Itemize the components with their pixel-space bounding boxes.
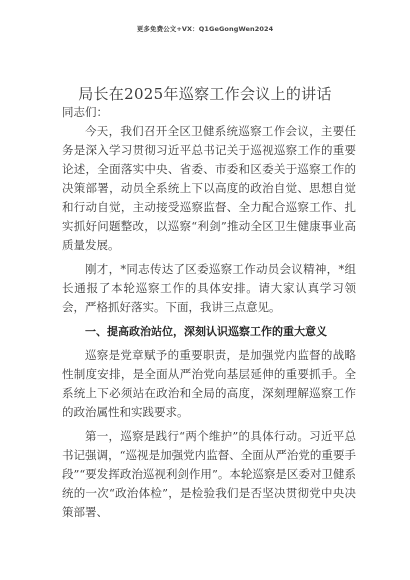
paragraph-section1-1: 巡察是党章赋予的重要职责，是加强党内监督的战略性制度安排，是全面从严治党向基层延伸的重要抓手。全系统上下必须站在政治和全局的高度，深刻理解巡察工作的政治属性和实践要求。 <box>62 348 356 419</box>
salutation: 同志们： <box>62 105 108 119</box>
section-heading-1: 一、提高政治站位，深刻认识巡察工作的重大意义 <box>85 325 327 338</box>
paragraph-intro: 刚才，*同志传达了区委巡察工作动员会议精神，*组长通报了本轮巡察工作的具体安排。请大家认真学习领会，严格抓好落实。下面，我讲三点意见。 <box>62 262 356 314</box>
document-title: 局长在2025年巡察工作会议上的讲话 <box>78 85 332 103</box>
paragraph-opening: 今天，我们召开全区卫健系统巡察工作会议，主要任务是深入学习贯彻习近平总书记关于巡视巡察工作的重要论述，全面落实中央、省委、市委和区委关于巡察工作的决策部署，动员全系统上下以高度的政治自觉、思想自觉和行动自觉，主动接受巡察监督、全力配合巡察工作、扎实抓好问题整改，以巡察“利剑”推动全区卫生健康事业高质量发展。 <box>62 124 356 252</box>
document-body <box>62 122 356 527</box>
watermark-text: 更多免费公文+VX：Q1GeGongWen2024 <box>136 25 274 33</box>
paragraph-section1-2: 第一，巡察是践行“两个维护”的具体行动。习近平总书记强调，“巡视是加强党内监督、全面从严治党的重要手段”“要发挥政治巡视利剑作用”。本轮巡察是区委对卫健系统的一次“政治体检”，是检验我们是否坚决贯彻党中央决策部署、 <box>62 429 356 519</box>
